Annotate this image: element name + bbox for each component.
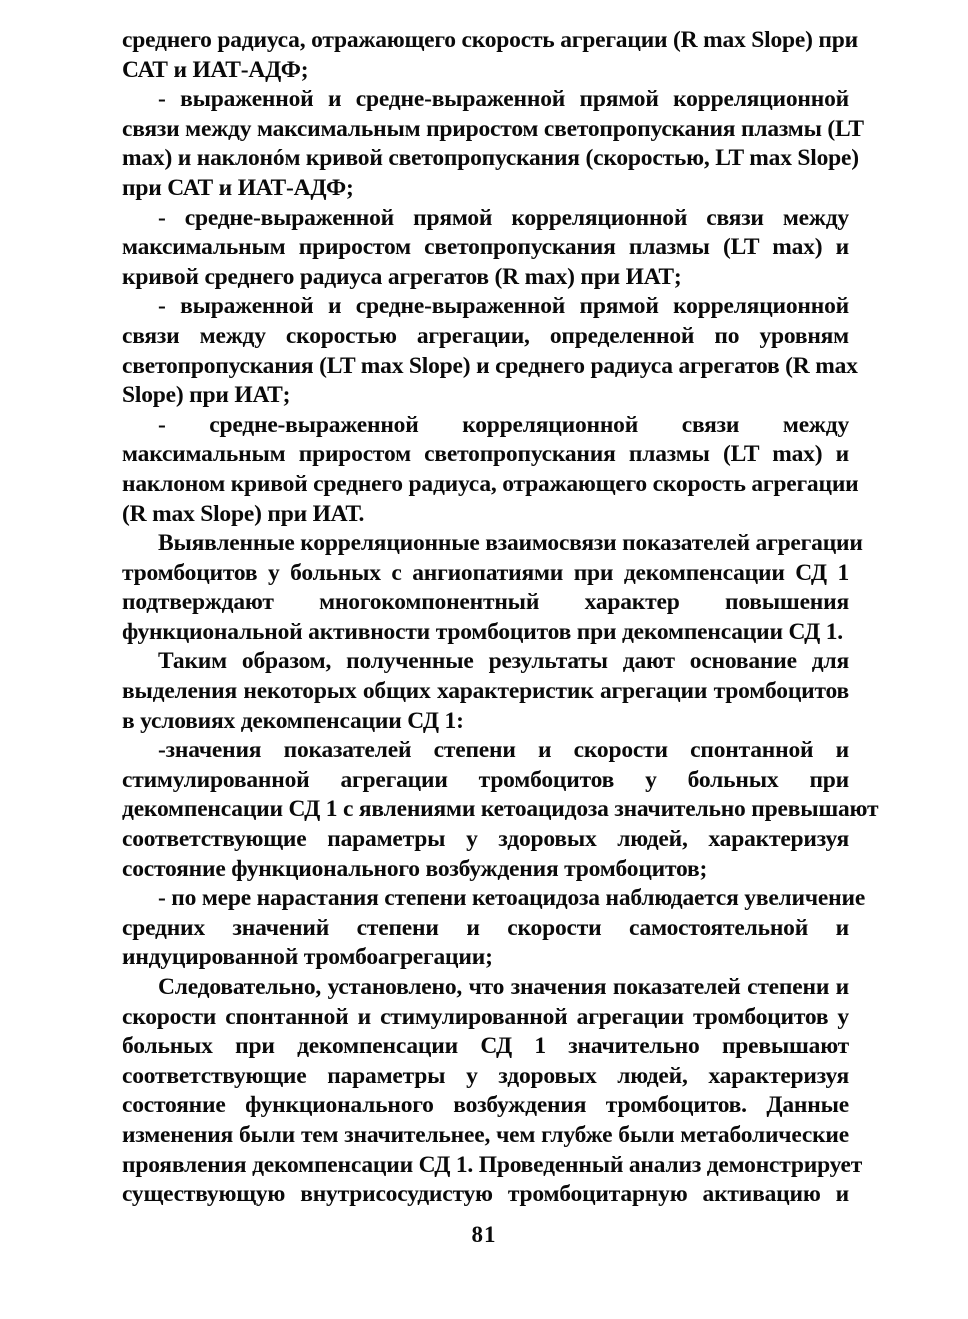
text-line: максимальным приростом светопропускания плазмы (LT max) и bbox=[122, 441, 849, 468]
text-line: соответствующие параметры у здоровых людей, характеризуя bbox=[122, 826, 849, 853]
text-line: подтверждают многокомпонентный характер повышения bbox=[122, 589, 849, 616]
text-line: индуцированной тромбоагрегации; bbox=[122, 944, 493, 971]
text-line: Slope) при ИАТ; bbox=[122, 382, 291, 409]
text-line: - средне-выраженной корреляционной связи между bbox=[158, 411, 849, 438]
text-line: соответствующие параметры у здоровых людей, характеризуя bbox=[122, 1062, 849, 1089]
text-line: связи между максимальным приростом светопропускания плазмы (LT bbox=[122, 115, 864, 142]
text-line: - по мере нарастания степени кетоацидоза наблюдается увеличение bbox=[158, 885, 866, 912]
text-line: изменения были тем значительнее, чем глубже были метаболические bbox=[122, 1121, 849, 1148]
text-line: (R max Slope) при ИАТ. bbox=[122, 500, 365, 527]
text-line: стимулированной агрегации тромбоцитов у больных при bbox=[122, 766, 849, 793]
text-line: кривой среднего радиуса агрегатов (R max) при ИАТ; bbox=[122, 263, 682, 290]
text-line: проявления декомпенсации СД 1. Проведенный анализ демонстрирует bbox=[122, 1151, 863, 1178]
text-line: Следовательно, установлено, что значения показателей степени и bbox=[158, 974, 849, 1000]
text-line: в условиях декомпенсации СД 1: bbox=[122, 707, 464, 734]
text-line: состояние функционального возбуждения тромбоцитов; bbox=[122, 855, 708, 882]
text-line: состояние функционального возбуждения тромбоцитов. Данные bbox=[122, 1092, 849, 1119]
text-line: выделения некоторых общих характеристик агрегации тромбоцитов bbox=[122, 678, 849, 705]
text-line: - выраженной и средне-выраженной прямой корреляционной bbox=[158, 86, 849, 113]
text-line: больных при декомпенсации СД 1 значительно превышают bbox=[122, 1033, 849, 1060]
text-line: Таким образом, полученные результаты дают основание для bbox=[158, 648, 849, 675]
text-line: - средне-выраженной прямой корреляционной связи между bbox=[158, 204, 849, 231]
text-line: max) и наклонóм кривой светопропускания (скоростью, LT max Slope) bbox=[122, 145, 859, 172]
text-line: Выявленные корреляционные взаимосвязи показателей агрегации bbox=[158, 530, 863, 557]
text-line: существующую внутрисосудистую тромбоцитарную активацию и bbox=[122, 1181, 849, 1208]
text-line: - выраженной и средне-выраженной прямой корреляционной bbox=[158, 293, 849, 320]
text-line: -значения показателей степени и скорости спонтанной и bbox=[158, 737, 849, 764]
text-line: функциональной активности тромбоцитов при декомпенсации СД 1. bbox=[122, 618, 843, 645]
text-line: средних значений степени и скорости самостоятельной и bbox=[122, 914, 849, 941]
text-line: тромбоцитов у больных с ангиопатиями при декомпенсации СД 1 bbox=[122, 559, 849, 586]
text-line: максимальным приростом светопропускания плазмы (LT max) и bbox=[122, 234, 849, 261]
page-number: 81 bbox=[471, 1222, 497, 1247]
text-line: при САТ и ИАТ-АДФ; bbox=[122, 174, 354, 201]
text-line: связи между скоростью агрегации, определенной по уровням bbox=[122, 322, 849, 349]
text-line: САТ и ИАТ-АДФ; bbox=[122, 56, 309, 83]
page-body bbox=[122, 26, 879, 1210]
text-line: среднего радиуса, отражающего скорость агрегации (R max Slope) при bbox=[122, 27, 858, 53]
text-line: наклоном кривой среднего радиуса, отражающего скорость агрегации bbox=[122, 470, 859, 497]
text-line: светопропускания (LT max Slope) и среднего радиуса агрегатов (R max bbox=[122, 352, 858, 379]
text-line: декомпенсации СД 1 с явлениями кетоацидоза значительно превышают bbox=[122, 796, 879, 823]
text-line: скорости спонтанной и стимулированной агрегации тромбоцитов у bbox=[122, 1003, 849, 1030]
